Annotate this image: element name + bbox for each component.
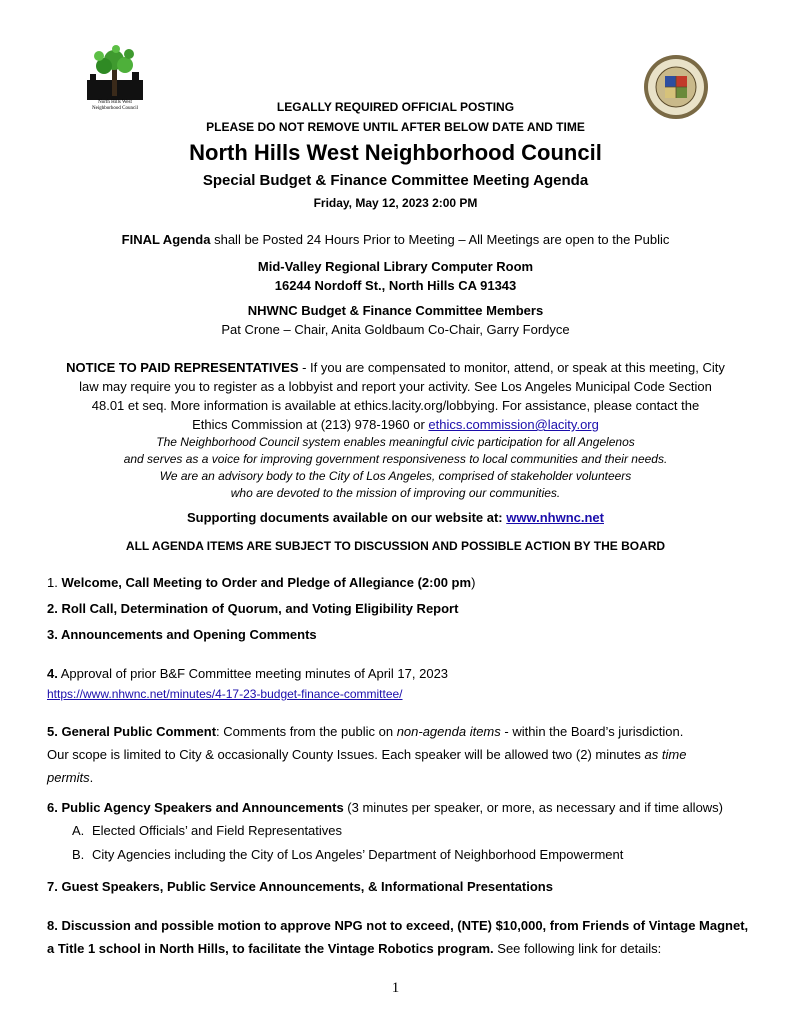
item-8-line1: 8. Discussion and possible motion to approve NPG not to exceed, (NTE) $10,000, from Friends of Vintage Magnet, [47, 918, 749, 933]
agenda-item-2: 2. Roll Call, Determination of Quorum, and Voting Eligibility Report [47, 601, 459, 616]
mission-line-1: The Neighborhood Council system enables meaningful civic participation for all Angelenos [156, 435, 635, 449]
website-link[interactable]: www.nhwnc.net [506, 510, 604, 525]
notice-line-2: law may require you to register as a lobbyist and report your activity. See Los Angeles Municipal Code Section [79, 379, 712, 394]
item-5-line3: permits [47, 770, 90, 785]
agenda-item-7: 7. Guest Speakers, Public Service Announcements, & Informational Presentations [47, 879, 553, 894]
notice-bold: NOTICE TO PAID REPRESENTATIVES [66, 360, 299, 375]
location-line-2: 16244 Nordoff St., North Hills CA 91343 [274, 278, 517, 293]
ethics-email-link[interactable]: ethics.commission@lacity.org [428, 417, 599, 432]
posting-bold: FINAL Agenda [121, 232, 211, 247]
logo-line-1: North Hills West [98, 100, 132, 105]
item-8-line2-rest: See following link for details: [493, 941, 662, 956]
item-5-t2: - within the Board’s jurisdiction. [500, 724, 684, 739]
item-6b-letter: B. [72, 847, 85, 862]
item-5-t1: : Comments from the public on [216, 724, 397, 739]
agenda-item-4 [47, 662, 757, 703]
mission-line-2: and serves as a voice for improving government responsiveness to local communities and their needs. [123, 452, 668, 466]
item-5-line2: Our scope is limited to City & occasionally County Issues. Each speaker will be allowed two (2) minutes [47, 747, 645, 762]
agenda-item-1 [47, 571, 757, 594]
item-6a-letter: A. [72, 823, 85, 838]
item-5-it1: non-agenda items [396, 724, 501, 739]
supporting-docs [0, 510, 791, 525]
mission-block [0, 434, 791, 502]
agenda-title: Special Budget & Finance Committee Meeting Agenda [202, 172, 589, 189]
agenda-item-8 [47, 914, 757, 960]
meeting-date: Friday, May 12, 2023 2:00 PM [313, 196, 478, 210]
posting-line-1: LEGALLY REQUIRED OFFICIAL POSTING [276, 100, 515, 114]
mission-line-4: who are devoted to the mission of improving our communities. [230, 486, 561, 500]
notice-line-3: 48.01 et seq. More information is available at ethics.lacity.org/lobbying. For assistance, please contact the [91, 398, 700, 413]
agenda-item-6b [72, 843, 623, 866]
mission-line-3: We are an advisory body to the City of Los Angeles, comprised of stakeholder volunteers [159, 469, 632, 483]
page-number: 1 [391, 980, 400, 996]
supporting-text: Supporting documents available on our website at: [186, 510, 507, 525]
posting-line-2: PLEASE DO NOT REMOVE UNTIL AFTER BELOW DATE AND TIME [206, 120, 585, 134]
logo-line-2: Neighborhood Council [92, 106, 138, 111]
item-8-line2-bold: a Title 1 school in North Hills, to facilitate the Vintage Robotics program. [47, 941, 494, 956]
item-5-title: 5. General Public Comment [47, 724, 217, 739]
notice-block [0, 358, 791, 434]
council-name: North Hills West Neighborhood Council [189, 140, 602, 165]
item-1-title: Welcome, Call Meeting to Order and Pledge of Allegiance (2:00 pm [61, 575, 472, 590]
item-6-text: (3 minutes per speaker, or more, as necessary and if time allows) [343, 800, 724, 815]
subject-notice: ALL AGENDA ITEMS ARE SUBJECT TO DISCUSSION AND POSSIBLE ACTION BY THE BOARD [125, 539, 666, 553]
item-6b-text: City Agencies including the City of Los Angeles’ Department of Neighborhood Empowerment [92, 847, 624, 862]
item-5-it2: as time [644, 747, 687, 762]
members-names: Pat Crone – Chair, Anita Goldbaum Co-Chair, Garry Fordyce [221, 322, 570, 337]
item-1-num: 1. [47, 575, 62, 590]
item-1-close: ) [471, 575, 476, 590]
item-5-end: . [89, 770, 94, 785]
posting-notice [0, 232, 791, 247]
notice-line-1: - If you are compensated to monitor, attend, or speak at this meeting, City [298, 360, 725, 375]
minutes-link[interactable]: https://www.nhwnc.net/minutes/4-17-23-budget-finance-committee/ [47, 687, 403, 701]
agenda-item-3: 3. Announcements and Opening Comments [47, 627, 317, 642]
agenda-item-5 [47, 720, 757, 789]
item-6a-text: Elected Officials’ and Field Representatives [92, 823, 343, 838]
location-line-1: Mid-Valley Regional Library Computer Room [257, 259, 534, 274]
agenda-item-6a [72, 819, 342, 842]
members-heading: NHWNC Budget & Finance Committee Members [247, 303, 544, 318]
posting-rest: shall be Posted 24 Hours Prior to Meeting – All Meetings are open to the Public [210, 232, 670, 247]
item-6-title: 6. Public Agency Speakers and Announcements [47, 800, 344, 815]
item-4-num: 4. [47, 666, 58, 681]
agenda-item-6 [47, 796, 757, 819]
item-4-text: Approval of prior B&F Committee meeting minutes of April 17, 2023 [57, 666, 449, 681]
notice-line-4: Ethics Commission at (213) 978-1960 or [192, 417, 429, 432]
